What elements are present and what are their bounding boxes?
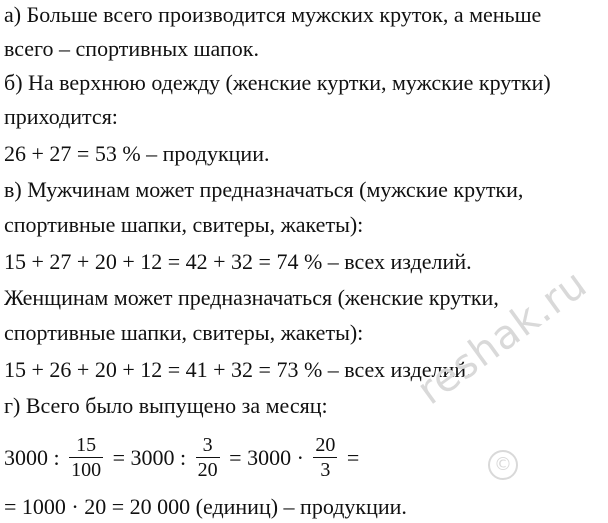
equation-line-3: 15 + 26 + 20 + 12 = 41 + 32 = 73 % – всех изделий. — [4, 357, 472, 382]
text-line-1: а) Больше всего производится мужских круток, а меньше — [4, 2, 542, 27]
watermark: reshak.ru — [408, 260, 596, 414]
text-line-5: в) Мужчинам может предназначаться (мужские крутки, — [4, 177, 524, 202]
result-line: = 1000 · 20 = 20 000 (единиц) – продукции. — [4, 494, 407, 519]
fraction-3-numerator: 20 — [315, 434, 336, 457]
text-line-3: б) На верхнюю одежду (женские куртки, мужские крутки) — [4, 70, 551, 95]
formula-part-4: = — [346, 445, 360, 470]
equation-line-1: 26 + 27 = 53 % – продукции. — [4, 141, 270, 166]
fraction-2 — [196, 433, 220, 482]
text-line-9: г) Всего было выпущено за месяц: — [4, 393, 328, 418]
fraction-1 — [69, 433, 103, 482]
fraction-formula — [4, 432, 359, 484]
text-line-8: спортивные шапки, свитеры, жакеты): — [4, 320, 364, 345]
fraction-2-denominator: 20 — [197, 459, 218, 482]
fraction-1-numerator: 15 — [69, 433, 103, 458]
fraction-2-numerator: 3 — [196, 433, 220, 458]
text-line-4: приходится: — [4, 104, 118, 129]
text-line-2: всего – спортивных шапок. — [4, 36, 259, 61]
formula-part-1: 3000 : — [4, 445, 60, 470]
copyright-icon: © — [488, 450, 518, 480]
text-line-7: Женщинам может предназначаться (женские крутки, — [4, 285, 499, 310]
formula-part-3: = 3000 · — [229, 445, 304, 470]
fraction-3 — [313, 433, 337, 482]
formula-part-2: = 3000 : — [112, 445, 187, 470]
equation-line-2: 15 + 27 + 20 + 12 = 42 + 32 = 74 % – всех изделий. — [4, 249, 472, 274]
text-line-6: спортивные шапки, свитеры, жакеты): — [4, 212, 364, 237]
fraction-3-denominator: 3 — [320, 459, 331, 482]
fraction-1-denominator: 100 — [71, 459, 102, 482]
